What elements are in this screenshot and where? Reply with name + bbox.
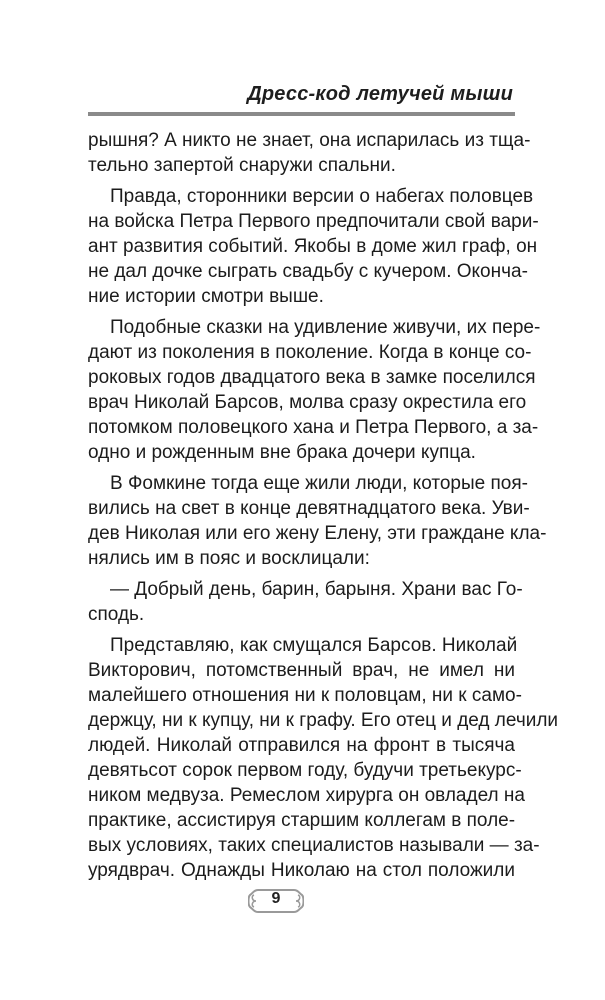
text-line: одно и рожденным вне брака дочери купца. [88,442,476,463]
text-line: вых условиях, таких специалистов называли — за- [88,835,540,856]
text-line: сподь. [88,604,145,625]
paragraph [88,577,523,627]
running-header-title: Дресс-код летучей мыши [247,83,513,105]
text-line: Представляю, как смущался Барсов. Николай [110,635,518,656]
text-line: нялись им в пояс и восклицали: [88,548,370,569]
text-line: держцу, ни к купцу, ни к графу. Его отец и дед лечили [88,710,559,731]
paragraph [88,184,539,309]
paragraph [88,128,531,178]
paragraph [88,315,541,465]
text-line: потомком половецкого хана и Петра Первого, а за- [88,417,539,438]
page-body [88,128,559,889]
paragraph [88,471,547,571]
text-line: ние истории смотри выше. [88,286,324,307]
text-line: девятьсот сорок первом году, будучи третьекурс- [88,760,522,781]
text-line: дают из поколения в поколение. Когда в конце со- [88,342,532,363]
text-line: людей. Николай отправился на фронт в тысяча [88,735,515,756]
text-line: практике, ассистируя старшим коллегам в поле- [88,810,516,831]
header-divider [88,112,515,116]
text-line: вились на свет в конце девятнадцатого века. Уви- [88,498,530,519]
text-line: дев Николая или его жену Елену, эти граждане кла- [88,523,547,544]
text-line: рышня? А никто не знает, она испарилась из тща- [88,130,531,151]
text-line: Правда, сторонники версии о набегах половцев [110,186,534,207]
text-line: Викторович, потомственный врач, не имел ни [88,660,515,681]
page-number-badge [248,887,304,915]
text-line: — Добрый день, барин, барыня. Храни вас Го- [110,579,523,600]
text-line: В Фомкине тогда еще жили люди, которые поя- [110,473,528,494]
paragraph [88,633,559,883]
text-line: ником медвуза. Ремеслом хирурга он овладел на [88,785,525,806]
text-line: ант развития событий. Якобы в доме жил граф, он [88,236,538,257]
page-number: 9 [271,890,281,907]
text-line: не дал дочке сыграть свадьбу с кучером. Оконча- [88,261,528,282]
text-line: тельно запертой снаружи спальни. [88,155,396,176]
text-line: на войска Петра Первого предпочитали свой вари- [88,211,539,232]
text-line: урядврач. Однажды Николаю на стол положили [88,860,515,881]
text-line: врач Николай Барсов, молва сразу окрестила его [88,392,527,413]
text-line: роковых годов двадцатого века в замке поселился [88,367,536,388]
text-line: малейшего отношения ни к половцам, ни к само- [88,685,522,706]
text-line: Подобные сказки на удивление живучи, их пере- [110,317,541,338]
